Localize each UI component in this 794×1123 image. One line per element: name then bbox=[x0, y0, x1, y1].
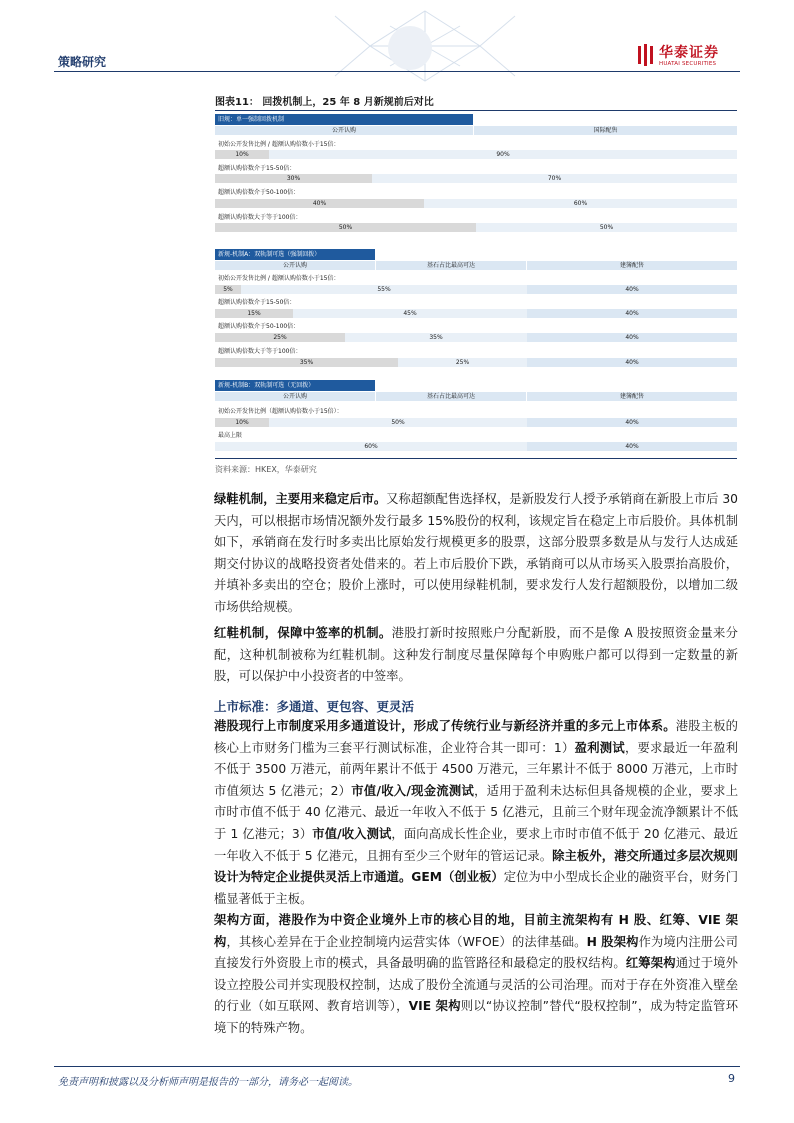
structure-text-c: 作为境内注册公司直接发行外资股上市的模式，具备最明确的监管路径和最稳定的股权结构。 bbox=[214, 934, 738, 971]
new-a-value-public: 25% bbox=[215, 333, 345, 342]
old-col-intl: 国际配售 bbox=[474, 126, 737, 135]
structure-text-e: 通过于境外设立控股公司并实现股权控制，达成了股份全流通与灵活的公司治理。而对于存在外资准入壁垒的行业（如互联网、教育培训等）， bbox=[214, 956, 738, 1014]
vie-structure: VIE 架构 bbox=[408, 999, 461, 1014]
figure-table bbox=[215, 112, 737, 457]
old-value-public: 50% bbox=[215, 223, 476, 232]
mcap-revenue-cashflow-test: 市值/收入/现金流测试 bbox=[351, 783, 475, 798]
new-b-value-cornerstone: 50% bbox=[269, 418, 527, 427]
new-a-value-public: 15% bbox=[215, 309, 293, 318]
new-a-value-cornerstone: 35% bbox=[345, 333, 527, 342]
paragraph-redshoe bbox=[214, 623, 738, 688]
new-a-row-label: 初始公开发售比例 / 超额认购倍数小于15倍： bbox=[218, 275, 340, 282]
new-a-value-cornerstone: 45% bbox=[293, 309, 527, 318]
new-b-col-cornerstone: 基石占比最高可达 bbox=[376, 392, 526, 401]
footer-rule bbox=[54, 1066, 740, 1067]
new-b-band: 新规-机制B：双轨制可选（无回拨） bbox=[215, 380, 375, 391]
new-b-value-cornerstone: 60% bbox=[215, 442, 527, 451]
header-rule bbox=[54, 71, 740, 72]
page-number: 9 bbox=[728, 1072, 735, 1085]
new-a-value-bookbuilding: 40% bbox=[527, 358, 737, 367]
listing-text-i: 定位为中小型成长企业的融资平台，财务门槛显著低于主板。 bbox=[214, 870, 738, 906]
paragraph-structure bbox=[214, 910, 738, 1040]
old-value-public: 30% bbox=[215, 174, 372, 183]
old-value-public: 40% bbox=[215, 199, 424, 208]
header-decoration-graphic bbox=[330, 6, 520, 84]
listing-text-e: ，适用于盈利未达标但具备规模的企业，要求上市时市值不低于 40 亿港元、最近一年收入不低于 5 亿港元，且前三个财年现金流净额累计不低于 1 亿港元；3） bbox=[214, 783, 739, 841]
old-value-intl: 60% bbox=[424, 199, 737, 208]
old-row-label: 超额认购倍数介于50-100倍： bbox=[218, 189, 300, 196]
old-value-intl: 90% bbox=[269, 150, 737, 159]
figure-top-rule bbox=[215, 110, 737, 111]
new-a-value-cornerstone: 55% bbox=[241, 285, 527, 294]
section-label: 策略研究 bbox=[58, 55, 107, 69]
old-col-public: 公开认购 bbox=[215, 126, 473, 135]
new-b-row-label: 初始公开发售比例（超额认购倍数小于15倍）： bbox=[218, 408, 343, 415]
figure-bottom-rule bbox=[215, 458, 737, 459]
new-a-value-public: 5% bbox=[215, 285, 241, 294]
old-value-intl: 70% bbox=[372, 174, 737, 183]
gem-lead: 除主板外，港交所通过多层次规则设计为特定企业提供灵活上市通道。GEM（创业板） bbox=[214, 848, 738, 885]
new-a-row-label: 超额认购倍数大于等于100倍： bbox=[218, 348, 302, 355]
red-chip-structure: 红筹架构 bbox=[625, 956, 676, 971]
greenshoe-lead: 绿鞋机制，主要用来稳定后市。 bbox=[214, 492, 387, 506]
huatai-logo-icon bbox=[637, 44, 655, 66]
brand-logo bbox=[637, 42, 741, 72]
listing-lead: 港股现行上市制度采用多通道设计，形成了传统行业与新经济并重的多元上市体系。 bbox=[214, 719, 676, 733]
listing-text-a: 港股主板的核心上市财务门槛为三套平行测试标准，企业符合其一即可：1） bbox=[214, 719, 738, 755]
structure-text-g: 则以“协议控制”替代“股权控制”，成为特定监管环境下的特殊产物。 bbox=[214, 999, 738, 1035]
footer-disclaimer: 免责声明和披露以及分析师声明是报告的一部分，请务必一起阅读。 bbox=[58, 1077, 358, 1088]
new-b-col-bookbuilding: 建簿配售 bbox=[527, 392, 737, 401]
redshoe-text: 港股打新时按照账户分配新股，而不是像 A 股按照资金量来分配，这种机制被称为红鞋机制。这种发行制度尽量保障每个申购账户都可以得到一定数量的新股，可以保护中小投资者的中签率。 bbox=[214, 626, 738, 684]
new-a-value-bookbuilding: 40% bbox=[527, 333, 737, 342]
h-share-structure: H 股架构 bbox=[586, 934, 639, 949]
listing-text-c: ，要求最近一年盈利不低于 3500 万港元，前两年累计不低于 4500 万港元，三年累计不低于 8000 万港元，上市时市值须达 5 亿港元；2） bbox=[214, 740, 738, 798]
old-row-label: 初始公开发售比例 / 超额认购倍数小于15倍： bbox=[218, 141, 340, 148]
old-row-label: 超额认购倍数大于等于100倍： bbox=[218, 214, 302, 221]
brand-name-cn: 华泰证券 bbox=[659, 45, 719, 61]
new-a-col-public: 公开认购 bbox=[215, 261, 375, 270]
structure-text-a: ，其核心差异在于企业控制境内运营实体（WFOE）的法律基础。 bbox=[226, 934, 587, 949]
old-row-label: 超额认购倍数介于15-50倍： bbox=[218, 165, 296, 172]
old-rule-band: 旧规：单一强制回拨机制 bbox=[215, 114, 473, 125]
new-a-row-label: 超额认购倍数介于15-50倍： bbox=[218, 299, 296, 306]
new-a-value-cornerstone: 25% bbox=[398, 358, 527, 367]
new-a-col-bookbuilding: 建簿配售 bbox=[527, 261, 737, 270]
new-a-value-bookbuilding: 40% bbox=[527, 309, 737, 318]
listing-standards-heading: 上市标准：多通道、更包容、更灵活 bbox=[214, 699, 415, 714]
new-b-col-public: 公开认购 bbox=[215, 392, 375, 401]
brand-name-en: HUATAI SECURITIES bbox=[659, 61, 717, 67]
paragraph-listing bbox=[214, 716, 738, 910]
redshoe-lead: 红鞋机制，保障中签率的机制。 bbox=[214, 626, 392, 640]
new-a-row-label: 超额认购倍数介于50-100倍： bbox=[218, 323, 300, 330]
new-a-col-cornerstone: 基石占比最高可达 bbox=[376, 261, 526, 270]
figure-source: 资料来源：HKEX，华泰研究 bbox=[215, 465, 317, 474]
new-a-value-public: 35% bbox=[215, 358, 398, 367]
new-b-value-bookbuilding: 40% bbox=[527, 418, 737, 427]
figure-title: 图表11： 回拨机制上，25 年 8 月新规前后对比 bbox=[215, 97, 434, 108]
old-value-public: 10% bbox=[215, 150, 269, 159]
new-a-band: 新规-机制A：双轨制可选（强制回拨） bbox=[215, 249, 375, 260]
new-a-value-bookbuilding: 40% bbox=[527, 285, 737, 294]
old-value-intl: 50% bbox=[476, 223, 737, 232]
new-b-value-public: 10% bbox=[215, 418, 269, 427]
mcap-revenue-test: 市值/收入测试 bbox=[312, 826, 392, 841]
structure-lead: 架构方面，港股作为中资企业境外上市的核心目的地，目前主流架构有 H 股、红筹、VIE 架构 bbox=[214, 913, 738, 949]
new-b-row-label: 最高上限 bbox=[218, 432, 243, 439]
paragraph-greenshoe bbox=[214, 489, 738, 619]
greenshoe-text: 又称超额配售选择权，是新股发行人授予承销商在新股上市后 30 天内，可以根据市场情况额外发行最多 15%股份的权利，该规定旨在稳定上市后股价。具体机制如下，承销商在发行时多卖出比原始发行规模更多的股票，这部分股票多数是从与发行人达成延期交付协议的战略投资者处借来的。若上市后股价下跌，承销商可以从市场买入股票抬高股价，并填补多卖出的空仓；股价上涨时，可以使用绿鞋机制，要求发行人发行超额股份，以增加二级市场供给规模。 bbox=[214, 492, 738, 614]
profit-test: 盈利测试 bbox=[574, 740, 625, 755]
new-b-value-bookbuilding: 40% bbox=[527, 442, 737, 451]
listing-text-g: ，面向高成长性企业，要求上市时市值不低于 20 亿港元、最近一年收入不低于 5 亿港元，且拥有至少三个财年的管运记录。 bbox=[214, 826, 739, 863]
